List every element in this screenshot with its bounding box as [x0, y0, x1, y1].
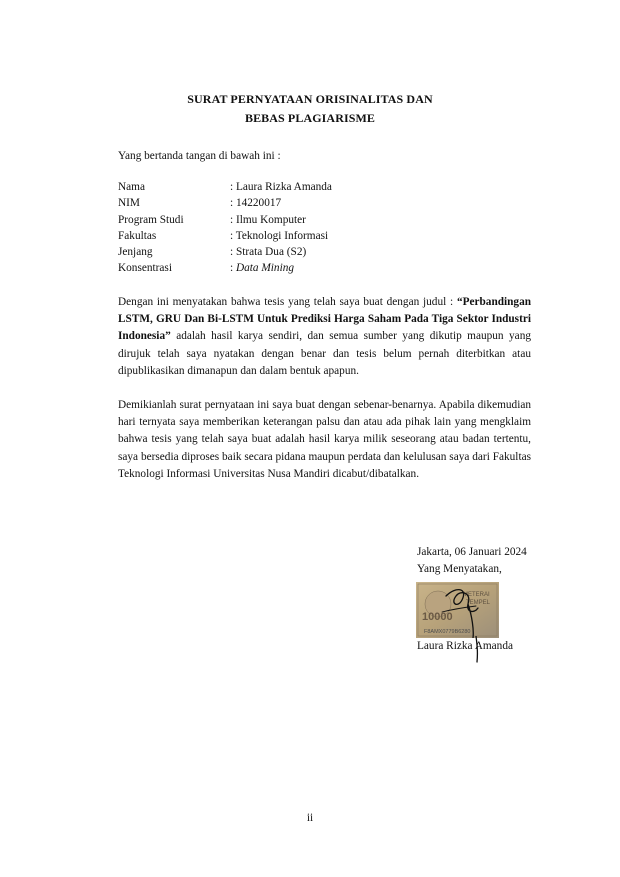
thesis-title: “Perbandingan LSTM, GRU Dan Bi-LSTM Untuk Prediksi Harga Saham Pada Tiga Sektor Industri Indonesia”	[118, 296, 532, 343]
statement-rest: adalah hasil karya sendiri, dan semua sumber yang dikutip maupun yang dirujuk telah saya nyatakan dengan benar dan tesis belum pernah diterbitkan atau dipublikasikan dimanapun dan dalam bentuk apapun.	[118, 330, 531, 377]
signature-name: Laura Rizka Amanda	[417, 640, 513, 652]
signature-tail-stroke	[470, 636, 484, 664]
stamp-value: 10000	[422, 611, 453, 623]
revenue-stamp-image	[416, 582, 499, 638]
identity-label: Program Studi	[118, 213, 184, 226]
identity-value: : Laura Rizka Amanda	[230, 181, 332, 193]
identity-label: Nama	[118, 181, 145, 193]
stamp-label-tempel: TEMPEL	[466, 600, 491, 606]
intro-text: Yang bertanda tangan di bawah ini :	[118, 150, 281, 162]
statement-lead: Dengan ini menyatakan bahwa tesis yang telah saya buat dengan judul :	[118, 296, 454, 308]
identity-label: Fakultas	[118, 229, 157, 242]
statement-paragraph	[118, 294, 531, 380]
identity-value	[230, 262, 294, 274]
identity-value: : Strata Dua (S2)	[230, 246, 307, 259]
stamp-serial: F8AMX0779B6280	[424, 629, 471, 635]
identity-value: : 14220017	[230, 197, 282, 210]
page-number: ii	[306, 812, 314, 824]
identity-value-italic: Data Mining	[235, 262, 295, 275]
closing-paragraph: Demikianlah surat pernyataan ini saya buat dengan sebenar-benarnya. Apabila dikemudian hari ternyata saya memberikan keterangan palsu dan atau ada pihak lain yang mengklaim bahwa tesis yang telah saya buat adalah hasil karya milik seseorang atau badan tertentu, saya bersedia diproses baik secara pidana maupun perdata dan kelulusan saya dari Fakultas Teknologi Informasi Universitas Nusa Mandiri dicabut/dibatalkan.	[118, 399, 531, 480]
stamp-label-meterai: METERAI	[463, 592, 490, 598]
identity-value-prefix: :	[230, 262, 236, 275]
identity-label: Jenjang	[118, 246, 153, 259]
identity-value: : Ilmu Komputer	[230, 213, 306, 226]
document-title-line-1: SURAT PERNYATAAN ORISINALITAS DAN	[187, 92, 433, 106]
signature-role: Yang Menyatakan,	[417, 563, 502, 575]
identity-label: NIM	[118, 197, 140, 210]
signature-place-date: Jakarta, 06 Januari 2024	[417, 546, 527, 558]
identity-value: : Teknologi Informasi	[230, 229, 329, 242]
document-title-line-2: BEBAS PLAGIARISME	[244, 111, 376, 125]
identity-label: Konsentrasi	[118, 262, 172, 275]
